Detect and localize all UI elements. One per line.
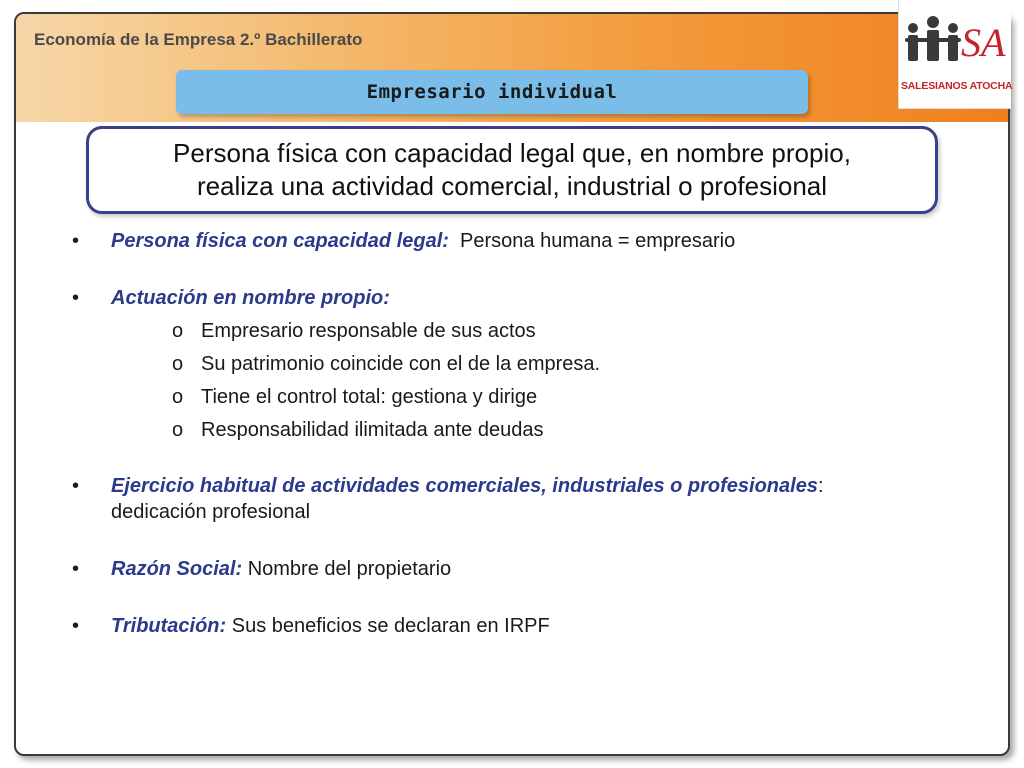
bullet-label: Razón Social:: [111, 558, 243, 580]
bullet-dot-icon: •: [72, 558, 80, 580]
bullet-text: :: [817, 475, 824, 497]
subtitle-bar: [176, 70, 808, 114]
bullet-label: Persona física con capacidad legal:: [111, 230, 449, 252]
bullet-text: Sus beneficios se declaran en IRPF: [226, 615, 550, 637]
salesianos-logo: [898, 0, 1011, 109]
list-item: [68, 613, 968, 639]
sub-list-item: [68, 381, 968, 414]
list-item: [68, 473, 968, 525]
sub-item-text: Su patrimonio coincide con el de la empresa.: [201, 353, 601, 375]
list-item: [68, 556, 968, 582]
logo-text: SALESIANOS ATOCHA: [901, 80, 1013, 92]
bullet-text: Nombre del propietario: [242, 558, 452, 580]
sub-list-item: [68, 348, 968, 381]
slide-frame: [14, 12, 1013, 756]
circle-bullet-icon: o: [172, 386, 184, 408]
bullet-continuation: dedicación profesional: [111, 501, 311, 523]
circle-bullet-icon: o: [172, 353, 184, 375]
sub-item-text: Empresario responsable de sus actos: [201, 320, 536, 342]
sub-list-item: [68, 315, 968, 348]
bullet-list: [68, 228, 968, 639]
slide-subtitle: Empresario individual: [366, 81, 618, 103]
course-title: Economía de la Empresa 2.º Bachillerato: [34, 30, 363, 49]
bullet-label: Tributación:: [111, 615, 227, 637]
bullet-label: Ejercicio habitual de actividades comerciales, industriales o profesionales: [111, 475, 818, 497]
bullet-text: Persona humana = empresario: [448, 230, 736, 252]
definition-box: [86, 126, 938, 214]
sub-list-item: [68, 414, 968, 447]
bullet-dot-icon: •: [72, 230, 80, 252]
header-band: [16, 14, 1008, 122]
bullet-label: Actuación en nombre propio:: [111, 287, 390, 309]
definition-line-2: realiza una actividad comercial, industrial o profesional: [196, 171, 828, 201]
sub-item-text: Tiene el control total: gestiona y dirige: [201, 386, 538, 408]
circle-bullet-icon: o: [172, 419, 184, 441]
definition-line-1: Persona física con capacidad legal que, en nombre propio,: [173, 138, 851, 168]
salesianos-figures-icon: [899, 0, 1011, 80]
circle-bullet-icon: o: [172, 320, 184, 342]
list-item: [68, 285, 968, 311]
bullet-dot-icon: •: [72, 615, 80, 637]
bullet-dot-icon: •: [72, 475, 80, 497]
logo-letters: SA: [961, 20, 1006, 65]
sub-item-text: Responsabilidad ilimitada ante deudas: [201, 419, 544, 441]
bullet-dot-icon: •: [72, 287, 80, 309]
list-item: [68, 228, 968, 254]
